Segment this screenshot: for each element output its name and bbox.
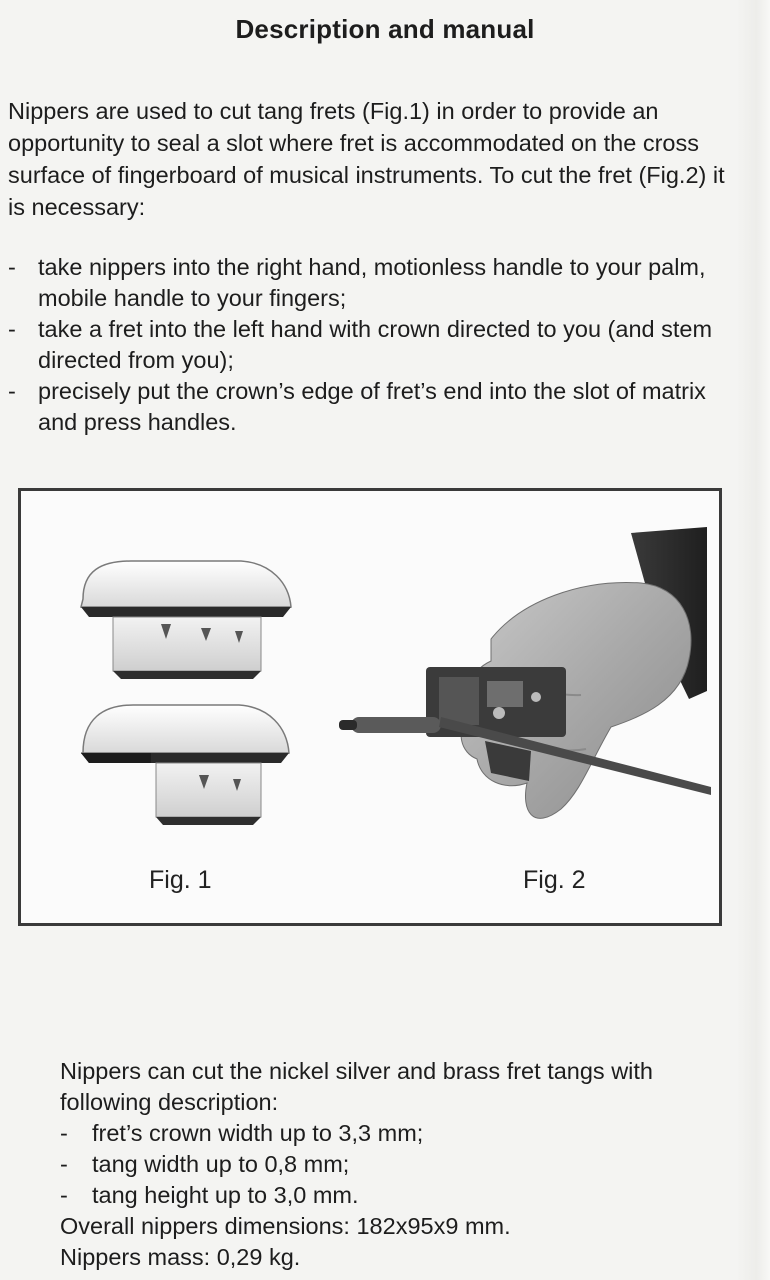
bullet-dash: - [60, 1182, 68, 1208]
instruction-step [8, 376, 738, 438]
instruction-step [8, 314, 738, 376]
spec-item [60, 1180, 750, 1211]
figure-panel [18, 488, 722, 926]
spec-item-text: fret’s crown width up to 3,3 mm; [92, 1120, 424, 1146]
specs-lead: Nippers can cut the nickel silver and brass fret tangs with following description: [60, 1058, 653, 1115]
bullet-dash: - [8, 254, 16, 280]
spec-item [60, 1149, 750, 1180]
specs-mass: Nippers mass: 0,29 kg. [60, 1244, 301, 1270]
intro-paragraph: Nippers are used to cut tang frets (Fig.1) in order to provide an opportunity to seal a slot where fret is accommodated on the cross surface of fingerboard of musical instruments. To cut the fret (Fig.2) it is necessary: [8, 98, 725, 220]
specifications [60, 1056, 750, 1273]
fig1-lower-fret [81, 705, 289, 825]
bullet-dash: - [60, 1120, 68, 1146]
specs-dimensions: Overall nippers dimensions: 182x95x9 mm. [60, 1213, 511, 1239]
bullet-dash: - [60, 1151, 68, 1177]
fig2-hand-with-nippers [339, 527, 711, 818]
instruction-step-text: precisely put the crown’s edge of fret’s end into the slot of matrix and press handles. [38, 378, 706, 435]
fig1-upper-fret [81, 561, 291, 679]
instruction-step-text: take a fret into the left hand with crown directed to you (and stem directed from you); [38, 316, 713, 373]
page-title: Description and manual [235, 14, 535, 44]
instruction-step-text: take nippers into the right hand, motionless handle to your palm, mobile handle to your fingers; [38, 254, 706, 311]
spec-item [60, 1118, 750, 1149]
bullet-dash: - [8, 378, 16, 404]
spec-item-text: tang height up to 3,0 mm. [92, 1182, 359, 1208]
figure-illustrations [21, 491, 719, 923]
instruction-steps [8, 252, 738, 438]
spec-item-text: tang width up to 0,8 mm; [92, 1151, 350, 1177]
fig2-caption: Fig. 2 [523, 866, 586, 894]
fig1-caption: Fig. 1 [149, 866, 212, 894]
specs-list [60, 1118, 750, 1211]
bullet-dash: - [8, 316, 16, 342]
instruction-step [8, 252, 738, 314]
